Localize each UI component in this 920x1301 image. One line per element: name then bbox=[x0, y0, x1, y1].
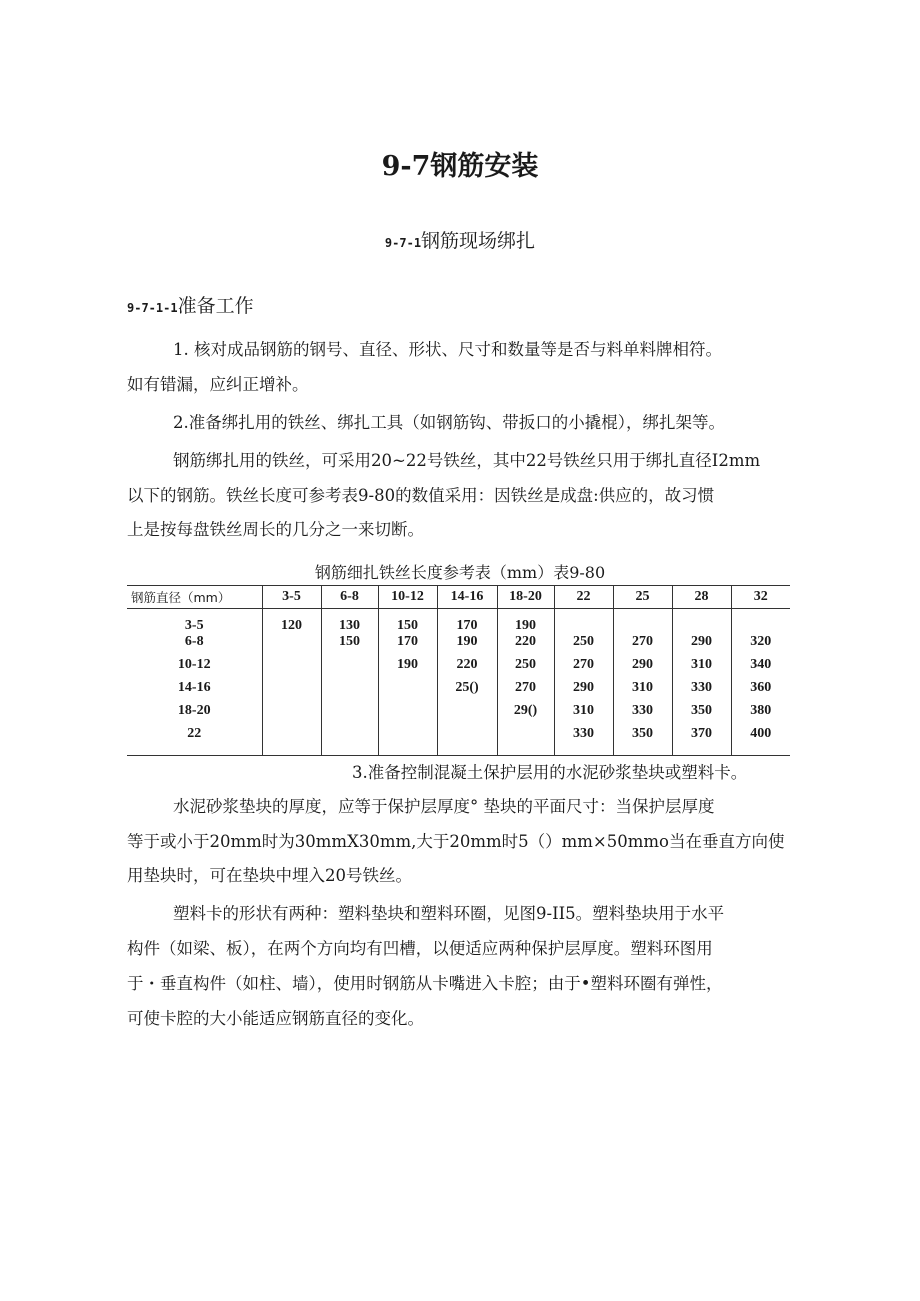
table-cell: 270 bbox=[497, 680, 554, 703]
table-cell: 190 bbox=[497, 609, 554, 635]
table-cell: 330 bbox=[613, 703, 672, 726]
table-cell: 150 bbox=[378, 609, 437, 635]
table-cell bbox=[437, 726, 497, 756]
header-cell: 28 bbox=[672, 586, 731, 609]
table-cell bbox=[321, 680, 378, 703]
table-cell: 340 bbox=[731, 657, 790, 680]
table-caption: 钢筋细扎铁丝长度参考表（mm）表9-80 bbox=[314, 563, 606, 582]
table-cell: 170 bbox=[437, 609, 497, 635]
table-cell: 29() bbox=[497, 703, 554, 726]
table-cell: 25() bbox=[437, 680, 497, 703]
paragraph-1-line-1: 1. 核对成品钢筋的钢号、直径、形状、尺寸和数量等是否与料单料牌相符。 bbox=[173, 340, 722, 359]
table-cell bbox=[262, 680, 321, 703]
table-cell: 350 bbox=[672, 703, 731, 726]
table-header-row bbox=[127, 586, 790, 609]
table-row bbox=[127, 657, 790, 680]
table-cell: 190 bbox=[378, 657, 437, 680]
table-cell: 370 bbox=[672, 726, 731, 756]
header-cell: 25 bbox=[613, 586, 672, 609]
section-heading bbox=[0, 226, 920, 253]
table-cell bbox=[378, 726, 437, 756]
table-cell: 250 bbox=[497, 657, 554, 680]
table-cell: 310 bbox=[672, 657, 731, 680]
paragraph-3-line-1: 钢筋绑扎用的铁丝，可采用20~22号铁丝，其中22号铁丝只用于绑扎直径I2mm bbox=[173, 451, 761, 470]
table-cell: 190 bbox=[437, 634, 497, 657]
table-cell bbox=[437, 703, 497, 726]
header-cell: 32 bbox=[731, 586, 790, 609]
table-row bbox=[127, 634, 790, 657]
table-cell: 270 bbox=[554, 657, 613, 680]
section-title: 钢筋现场绑扎 bbox=[421, 230, 536, 252]
table-cell bbox=[321, 726, 378, 756]
table-cell bbox=[262, 703, 321, 726]
paragraph-6-line-3: 于・垂直构件（如柱、墙），使用时钢筋从卡嘴进入卡腔；由于•塑料环圈有弹性， bbox=[127, 974, 723, 993]
table-cell bbox=[731, 609, 790, 635]
header-cell: 22 bbox=[554, 586, 613, 609]
wire-length-table bbox=[127, 585, 790, 756]
table-cell: 330 bbox=[554, 726, 613, 756]
header-cell: 钢筋直径（mm） bbox=[127, 586, 262, 609]
paragraph-6-line-2: 构件（如梁、板），在两个方向均有凹槽，以便适应两种保护层厚度。塑料环图用 bbox=[127, 939, 713, 958]
table-cell bbox=[497, 726, 554, 756]
table-cell bbox=[262, 634, 321, 657]
table-cell: 6-8 bbox=[184, 634, 204, 649]
paragraph-6-line-4: 可使卡腔的大小能适应钢筋直径的变化。 bbox=[127, 1009, 424, 1028]
paragraph-6-line-1: 塑料卡的形状有两种：塑料垫块和塑料环圈，见图9-II5。塑料垫块用于水平 bbox=[173, 904, 725, 923]
table-cell: 380 bbox=[731, 703, 790, 726]
paragraph-5-line-1: 水泥砂浆垫块的厚度，应等于保护层厚度° 垫块的平面尺寸：当保护层厚度 bbox=[173, 797, 715, 816]
table-cell: 3-5 bbox=[184, 618, 204, 633]
paragraph-4: 3.准备控制混凝土保护层用的水泥砂浆垫块或塑料卡。 bbox=[352, 763, 748, 782]
table-cell bbox=[554, 609, 613, 635]
table-cell bbox=[262, 657, 321, 680]
header-cell: 6-8 bbox=[321, 586, 378, 609]
table-cell: 320 bbox=[731, 634, 790, 657]
table-cell: 360 bbox=[731, 680, 790, 703]
table-cell: 290 bbox=[554, 680, 613, 703]
table-cell bbox=[321, 703, 378, 726]
paragraph-5-line-2: 等于或小于20mm时为30mmX30mm,大于20mm时5（）mm×50mmo当在垂直方向使 bbox=[127, 832, 785, 851]
paragraph-1-line-2: 如有错漏，应纠正增补。 bbox=[127, 375, 309, 394]
table-cell bbox=[613, 609, 672, 635]
table-cell: 150 bbox=[321, 634, 378, 657]
subsection-title: 准备工作 bbox=[177, 295, 254, 317]
table-cell: 10-12 bbox=[177, 657, 211, 672]
paragraph-5-line-3: 用垫块时，可在垫块中埋入20号铁丝。 bbox=[127, 866, 412, 885]
paragraph-2: 2.准备绑扎用的铁丝、绑扎工具（如钢筋钩、带扳口的小撬棍），绑扎架等。 bbox=[173, 413, 725, 432]
table-cell: 120 bbox=[262, 609, 321, 635]
table-cell: 220 bbox=[497, 634, 554, 657]
table-cell: 330 bbox=[672, 680, 731, 703]
subsection-number: 9-7-1-1 bbox=[127, 301, 178, 315]
table-cell: 290 bbox=[613, 657, 672, 680]
header-cell: 14-16 bbox=[437, 586, 497, 609]
header-cell: 3-5 bbox=[262, 586, 321, 609]
page-title: 9-7钢筋安装 bbox=[381, 151, 539, 182]
table-cell: 350 bbox=[613, 726, 672, 756]
table-cell bbox=[321, 657, 378, 680]
table-cell: 310 bbox=[554, 703, 613, 726]
table-cell: 14-16 bbox=[177, 680, 211, 695]
paragraph-3-line-3: 上是按每盘铁丝周长的几分之一来切断。 bbox=[127, 520, 424, 539]
header-cell: 10-12 bbox=[378, 586, 437, 609]
table-cell bbox=[378, 703, 437, 726]
header-cell: 18-20 bbox=[497, 586, 554, 609]
table-cell: 22 bbox=[127, 726, 262, 756]
table-cell: 130 bbox=[321, 609, 378, 635]
table-cell: 170 bbox=[378, 634, 437, 657]
table-cell: 220 bbox=[437, 657, 497, 680]
table-cell: 18-20 bbox=[177, 703, 211, 718]
table-cell: 400 bbox=[731, 726, 790, 756]
table-cell: 310 bbox=[613, 680, 672, 703]
table-cell bbox=[262, 726, 321, 756]
table-cell bbox=[378, 680, 437, 703]
table-row bbox=[127, 680, 790, 703]
table-cell: 290 bbox=[672, 634, 731, 657]
table-row bbox=[127, 609, 790, 635]
table-cell: 270 bbox=[613, 634, 672, 657]
table-cell: 250 bbox=[554, 634, 613, 657]
table-row bbox=[127, 703, 790, 726]
section-number: 9-7-1 bbox=[384, 236, 422, 250]
table-row bbox=[127, 726, 790, 756]
table-cell bbox=[672, 609, 731, 635]
paragraph-3-line-2: 以下的钢筋。铁丝长度可参考表9-80的数值采用：因铁丝是成盘:供应的，故习惯 bbox=[127, 486, 715, 505]
subsection-heading bbox=[127, 291, 254, 318]
